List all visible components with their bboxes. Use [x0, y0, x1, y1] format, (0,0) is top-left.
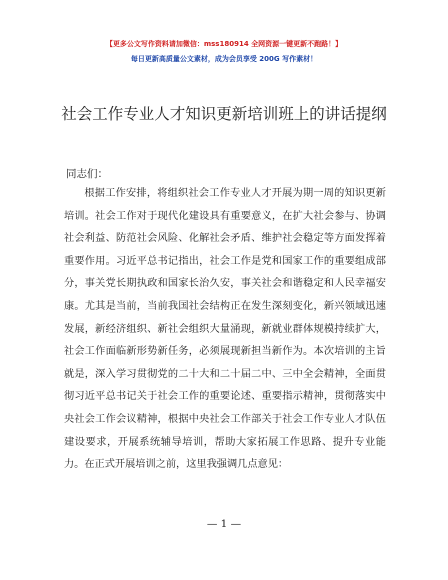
body-paragraph: 根据工作安排，将组织社会工作专业人才开展为期一周的知识更新培训。社会工作对于现代化建设具有重要意义，在扩大社会参与、协调社会利益、防范社会风险、化解社会矛盾、维护社会稳定等方面发挥着重要作用。习近平总书记指出，社会工作是党和国家工作的重要组成部分，事关党长期执政和国家长治久安，事关社会和谐稳定和人民幸福安康。尤其是当前，当前我国社会结构正在发生深刻变化，新兴领域迅速发展，新经济组织、新社会组织大量涌现，新就业群体规模持续扩大，社会工作面临新形势新任务，必须展现新担当新作为。本次培训的主旨就是，深入学习贯彻党的二十大和二十届二中、三中全会精神，全面贯彻习近平总书记关于社会工作的重要论述、重要指示精神，贯彻落实中央社会工作会议精神，根据中央社会工作部关于社会工作专业人才队伍建设要求，开展系统辅导培训，帮助大家拓展工作思路、提升专业能力。在正式开展培训之前，这里我强调几点意见：: [64, 188, 386, 471]
promo-banner-line1: 【更多公文写作资料请加微信：mss180914 全网资源一键更新不跑路！】: [105, 40, 343, 48]
greeting: 同志们：: [66, 168, 108, 180]
promo-banner-line2: 每日更新高质量公文素材，成为会员享受 200G 写作素材！: [130, 55, 318, 63]
document-title: 社会工作专业人才知识更新培训班上的讲话提纲: [61, 105, 387, 123]
page-number: — 1 —: [206, 518, 242, 530]
